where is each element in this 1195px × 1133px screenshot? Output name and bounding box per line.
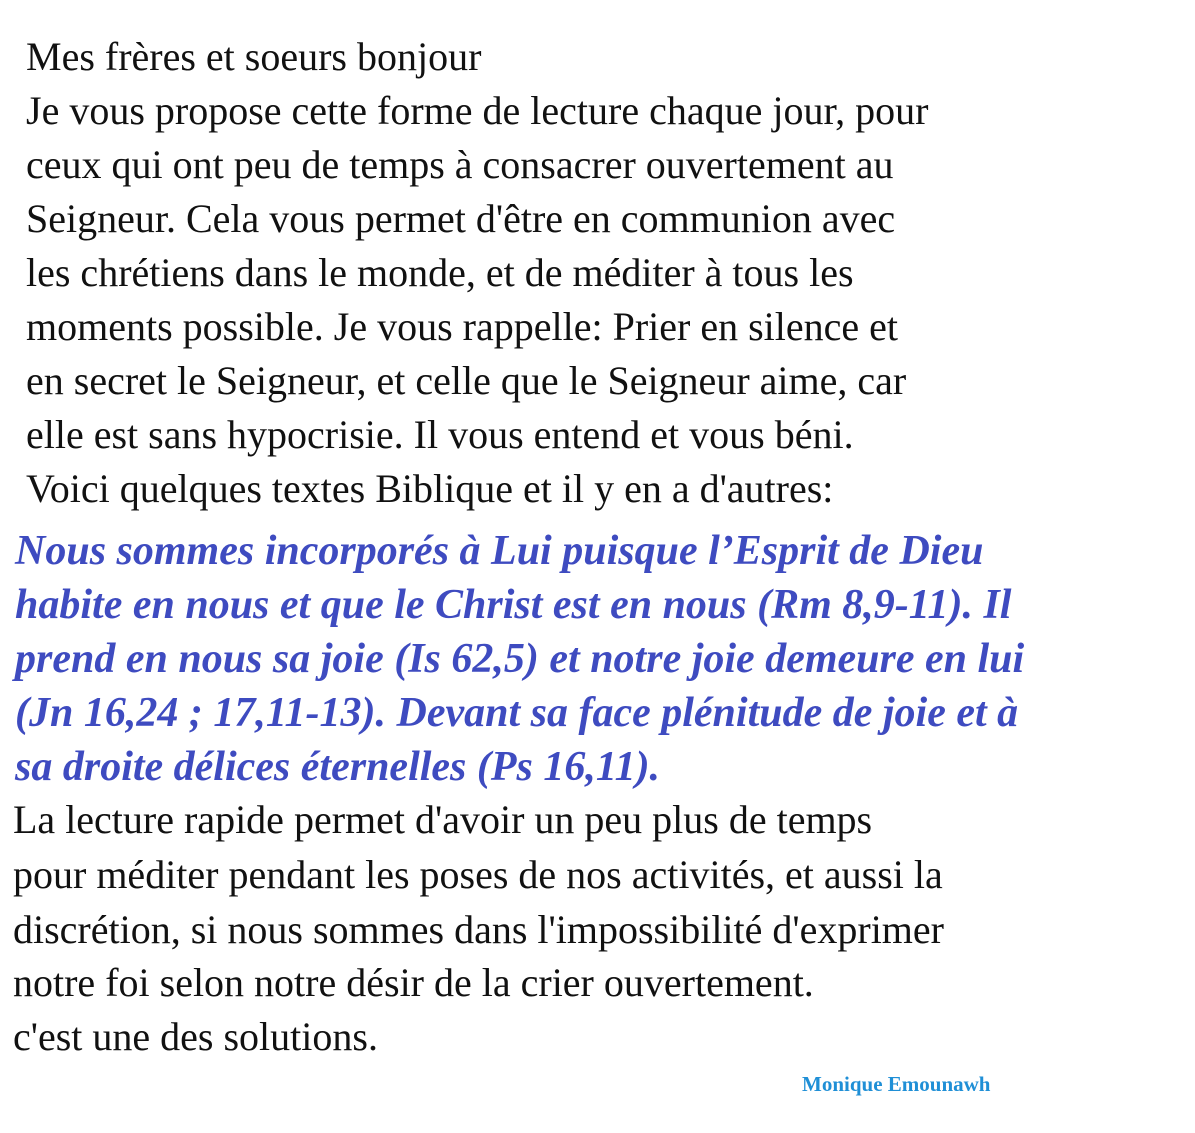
closing-line: c'est une des solutions. <box>13 1014 378 1059</box>
intro-line: elle est sans hypocrisie. Il vous entend et vous béni. <box>26 412 854 457</box>
scripture-line: prend en nous sa joie (Is 62,5) et notre joie demeure en lui <box>15 636 1025 682</box>
intro-line: en secret le Seigneur, et celle que le Seigneur aime, car <box>26 358 907 403</box>
intro-line: ceux qui ont peu de temps à consacrer ouvertement au <box>26 142 894 187</box>
closing-line: pour méditer pendant les poses de nos activités, et aussi la <box>13 852 943 897</box>
intro-line: Je vous propose cette forme de lecture chaque jour, pour <box>26 88 929 133</box>
scripture-line: (Jn 16,24 ; 17,11-13). Devant sa face plénitude de joie et à <box>15 690 1019 736</box>
closing-line: discrétion, si nous sommes dans l'impossibilité d'exprimer <box>13 907 944 952</box>
intro-line: Seigneur. Cela vous permet d'être en communion avec <box>26 196 896 241</box>
intro-line: Voici quelques textes Biblique et il y en a d'autres: <box>26 466 834 511</box>
author-signature: Monique Emounawh <box>802 1072 991 1096</box>
closing-line: La lecture rapide permet d'avoir un peu plus de temps <box>13 797 873 842</box>
intro-line: moments possible. Je vous rappelle: Prier en silence et <box>26 304 899 349</box>
scripture-line: sa droite délices éternelles (Ps 16,11). <box>15 744 661 790</box>
scripture-line: habite en nous et que le Christ est en nous (Rm 8,9-11). Il <box>15 582 1012 628</box>
scripture-line: Nous sommes incorporés à Lui puisque l’Esprit de Dieu <box>15 528 984 574</box>
closing-line: notre foi selon notre désir de la crier ouvertement. <box>13 960 814 1005</box>
intro-line: les chrétiens dans le monde, et de méditer à tous les <box>26 250 854 295</box>
intro-line: Mes frères et soeurs bonjour <box>26 34 482 79</box>
